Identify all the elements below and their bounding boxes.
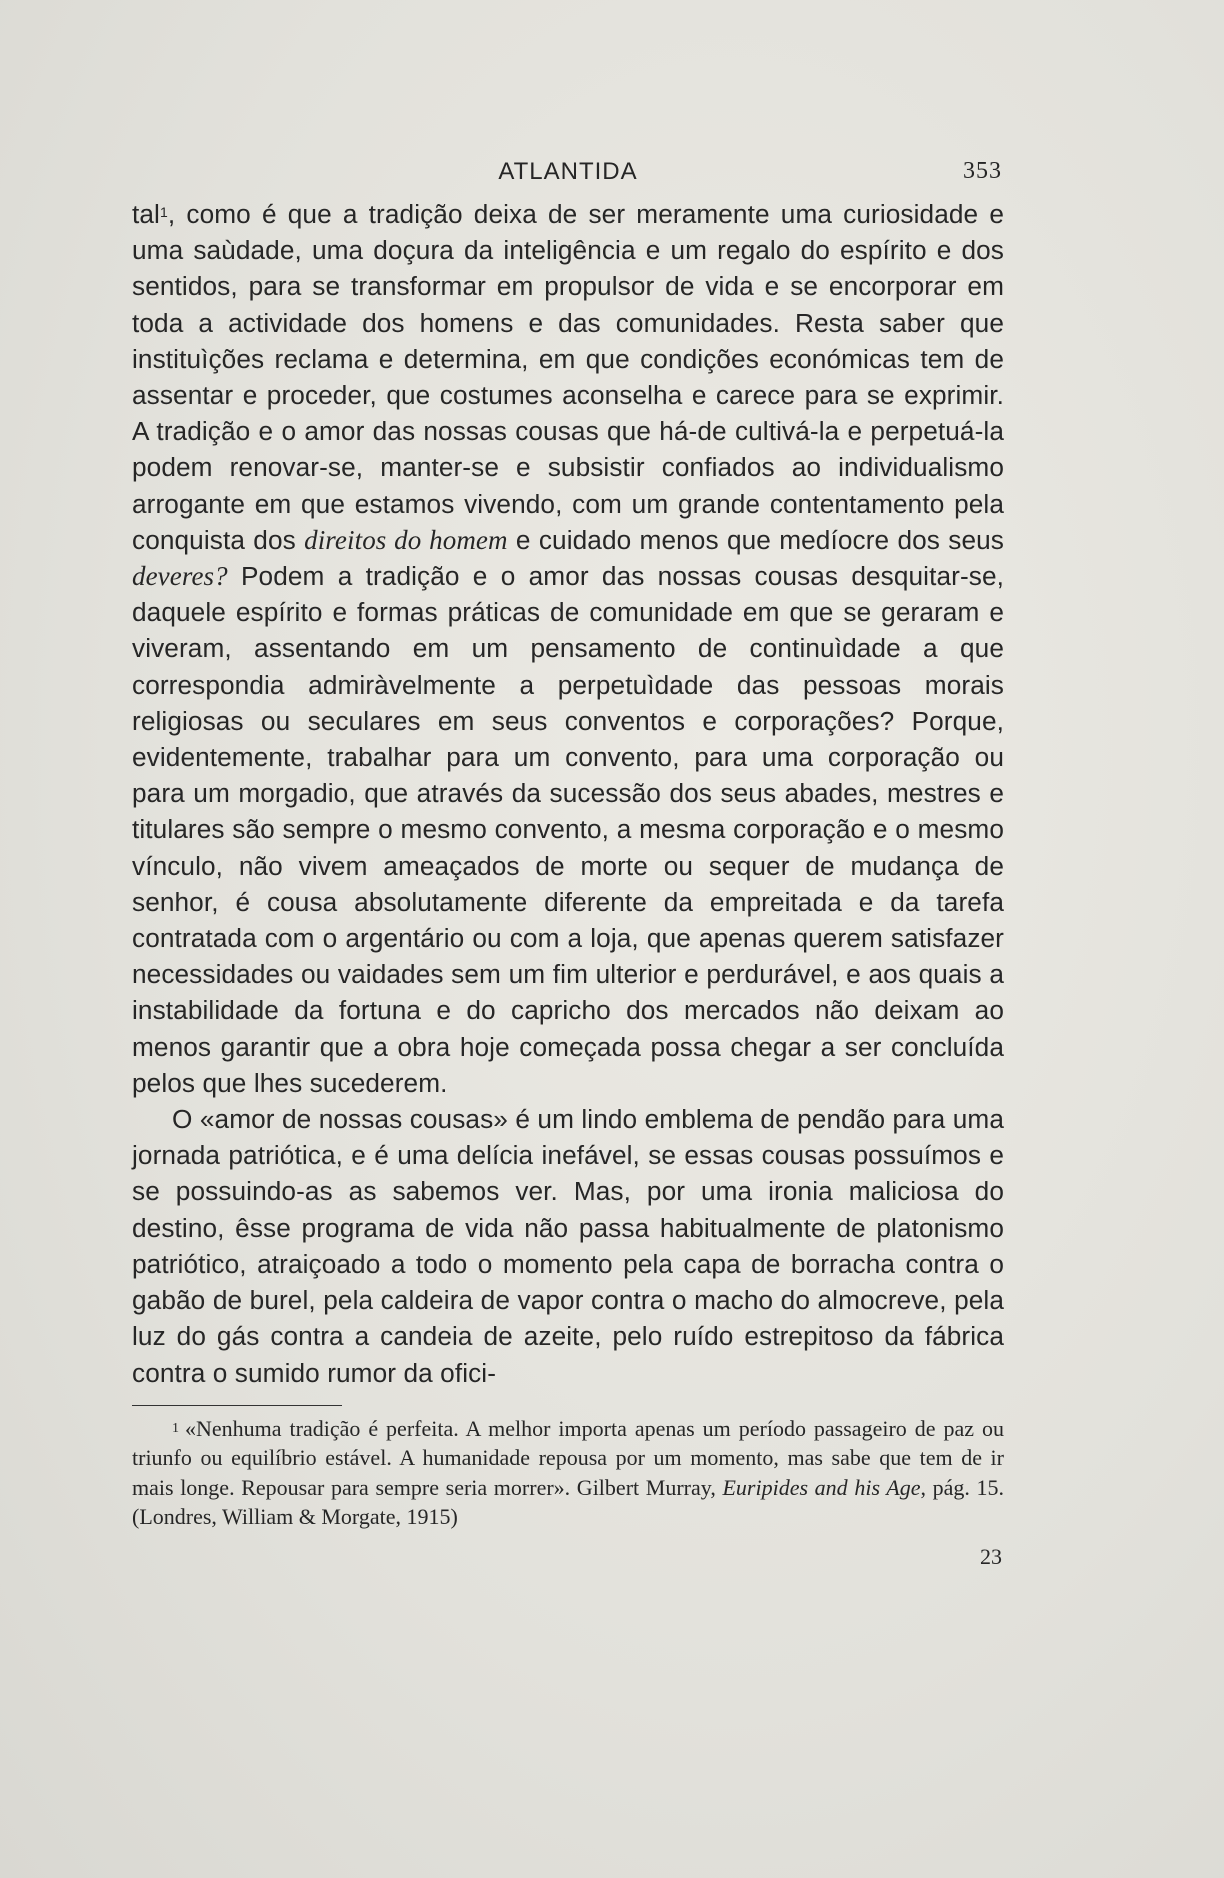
signature-mark: 23 bbox=[980, 1543, 1002, 1569]
footnote-divider bbox=[132, 1405, 342, 1406]
italic-phrase-direitos: direitos do homem bbox=[304, 524, 508, 555]
footnote bbox=[132, 1414, 1004, 1532]
page bbox=[132, 150, 1004, 1710]
main-text bbox=[132, 196, 1004, 1391]
running-title: ATLANTIDA bbox=[498, 158, 638, 185]
page-number: 353 bbox=[963, 158, 1002, 184]
footnote-text-b: , pág. 15. (Londres, William & Morgate, 1915) bbox=[132, 1474, 1005, 1530]
paragraph-1-text-b: e cuidado menos que medíocre dos seus bbox=[507, 524, 1004, 555]
running-header bbox=[132, 150, 1004, 196]
paragraph-1-text-a: , como é que a tradição deixa de ser meramente uma curiosidade e uma saùdade, uma doçura da inteligência e um regalo do espírito e dos sentidos, para se transformar em propulsor de vida e se encorporar em toda a actividade dos homens e das comunidades. Resta saber que instituìções reclama e determina, em que condições económicas tem de assentar e proceder, que costumes aconselha e carece para se exprimir. A tradição e o amor das nossas cousas que há-de cultivá-la e perpetuá-la podem renovar-se, manter-se e subsistir confiados ao individualismo arrogante em que estamos vivendo, com um grande contentamento pela conquista dos bbox=[132, 199, 1004, 555]
paragraph-1-start: tal bbox=[132, 199, 160, 229]
italic-phrase-deveres: deveres? bbox=[132, 561, 228, 592]
footnote-text-a: «Nenhuma tradição é perfeita. A melhor importa apenas um período passageiro de paz ou triunfo ou equilíbrio estável. A humanidade repousa por um momento, mas sabe que tem de ir mais longe. Repousar para sempre seria morrer». Gilbert Murray, bbox=[132, 1415, 1004, 1500]
paragraph-1 bbox=[132, 196, 1004, 1101]
footnote-reference: 1 bbox=[159, 204, 168, 220]
paragraph-2: O «amor de nossas cousas» é um lindo emblema de pendão para uma jornada patriótica, e é uma delícia inefável, se essas cousas possuímos e se possuindo-as as sabemos ver. Mas, por uma ironia maliciosa do destino, êsse programa de vida não passa habitualmente de platonismo patriótico, atraiçoado a todo o momento pela capa de borracha contra o gabão de burel, pela caldeira de vapor contra o macho do almocreve, pela luz do gás contra a candeia de azeite, pelo ruído estrepitoso da fábrica contra o sumido rumor da ofici- bbox=[132, 1104, 1004, 1388]
footnote-mark: 1 bbox=[172, 1420, 179, 1436]
paragraph-1-text-c: Podem a tradição e o amor das nossas cousas desquitar-se, daquele espírito e formas práticas de comunidade em que se geraram e viveram, assentando em um pensamento de continuìdade a que correspondia admiràvelmente a perpetuìdade das pessoas morais religiosas ou seculares em seus conventos e corporações? Porque, evidentemente, trabalhar para um convento, para uma corporação ou para um morgadio, que através da sucessão dos seus abades, mestres e titulares são sempre o mesmo convento, a mesma corporação e o mesmo vínculo, não vivem ameaçados de morte ou sequer de mudança de senhor, é cousa absolutamente diferente da empreitada e da tarefa contratada com o argentário ou com a loja, que apenas querem satisfazer necessidades ou vaidades sem um fim ulterior e perdurável, e aos quais a instabilidade da fortuna e do capricho dos mercados não deixam ao menos garantir que a obra hoje começada possa chegar a ser concluída pelos que lhes sucederem. bbox=[132, 561, 1004, 1098]
footnote-book-title: Euripides and his Age bbox=[722, 1474, 921, 1500]
